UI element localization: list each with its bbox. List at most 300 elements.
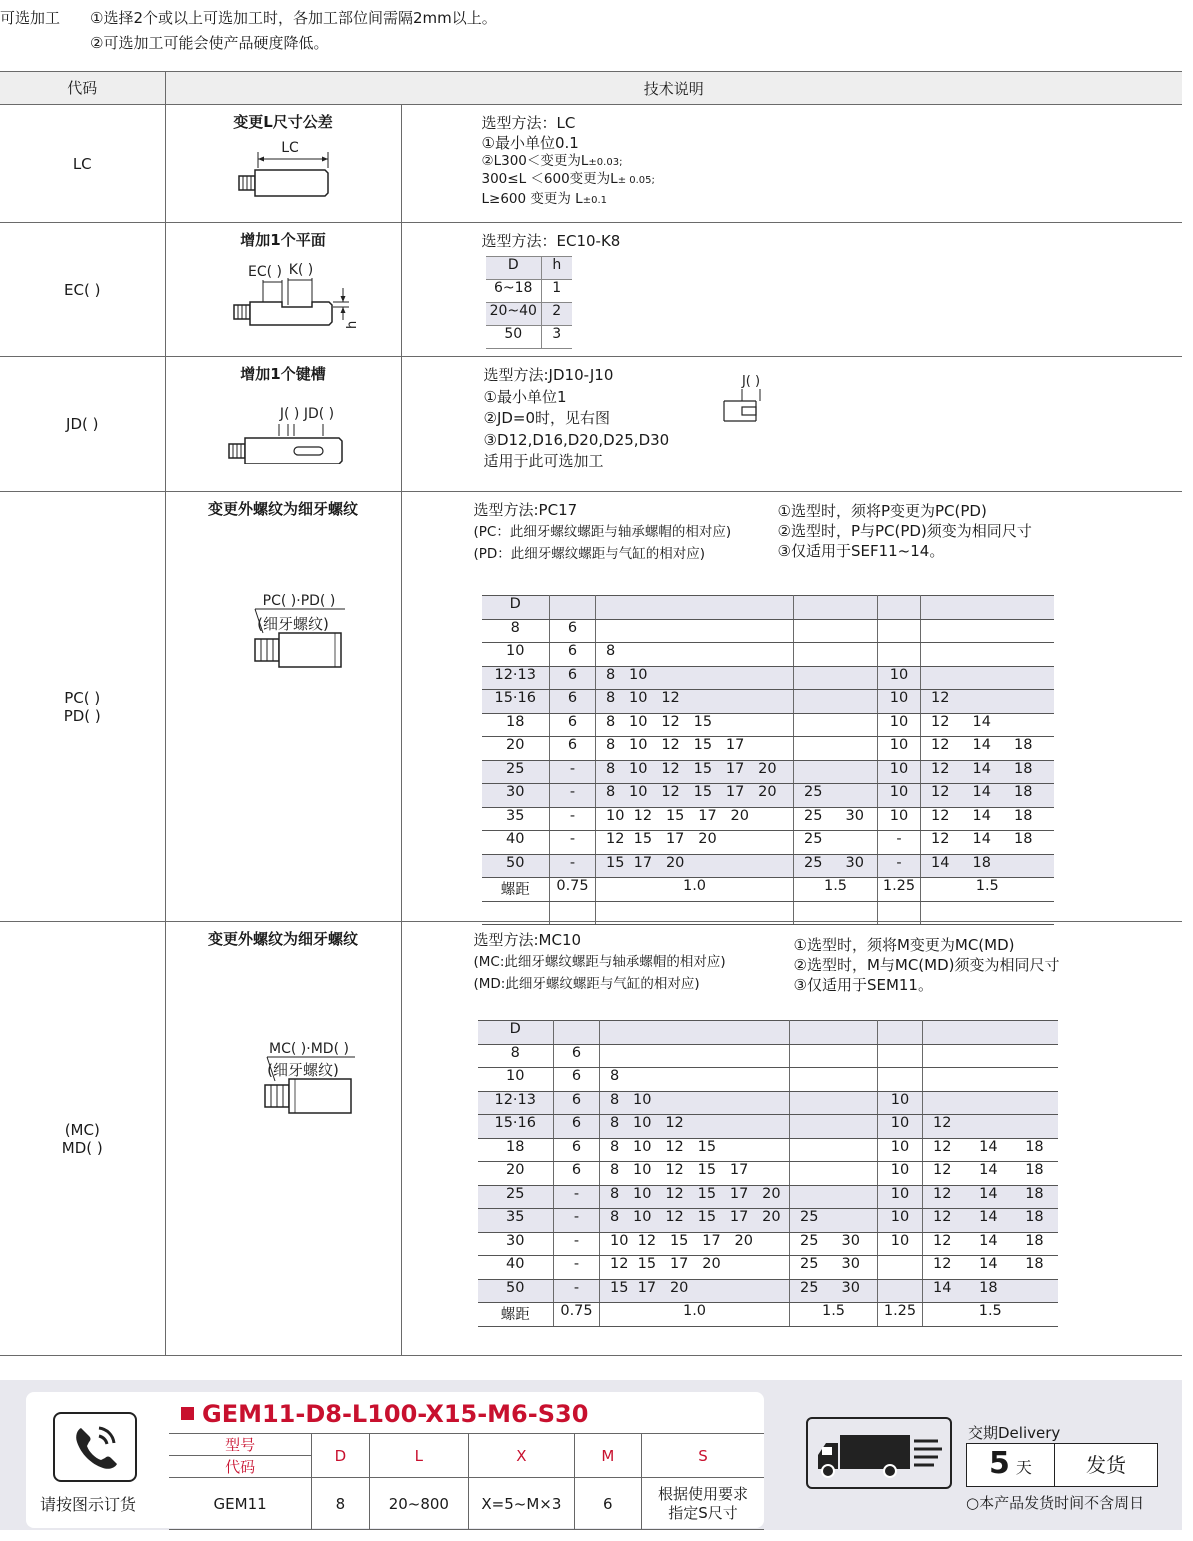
order-v-m: 6: [574, 1478, 641, 1530]
order-table: [169, 1433, 764, 1530]
lc-label: LC: [281, 140, 299, 156]
mc-grid-cell: [554, 1021, 600, 1045]
fig-pc: [165, 492, 401, 922]
ec-dh-h: h: [542, 257, 572, 280]
pc-grid-cell: [794, 643, 878, 667]
mc-grid-cell: 1.5: [923, 1303, 1058, 1327]
pc-grid-row: [482, 643, 1054, 667]
mc-grid-cell: 8: [600, 1068, 790, 1092]
pc-grid-cell: 25: [794, 831, 878, 855]
lc-l4: L≥600 变更为 L: [481, 191, 583, 207]
pc-grid-cell: 1.5: [921, 878, 1054, 902]
mc-grid-cell: 6: [554, 1115, 600, 1139]
mc-grid-cell: [790, 1138, 878, 1162]
lc-l3-tol: ± 0.05;: [617, 175, 655, 186]
pc-grid-cell: 35: [482, 807, 550, 831]
lc-l2-tol: ±0.03;: [588, 157, 623, 168]
tech-lc: [401, 105, 1182, 223]
jd-method: 选型方法:JD10-J10: [483, 366, 614, 384]
pc-grid-cell: 25: [482, 760, 550, 784]
mc-grid-cell: -: [554, 1279, 600, 1303]
mc-grid-cell: [878, 1021, 923, 1045]
pc-r2: ②选型时，P与PC(PD)须变为相同尺寸: [777, 522, 1032, 540]
code-mc2: MD( ): [61, 1138, 103, 1157]
notes: [0, 6, 497, 56]
mc-grid-row: [478, 1044, 1058, 1068]
notes-label: 可选加工: [0, 9, 61, 27]
pc-grid-cell: 8 10 12: [596, 690, 794, 714]
pc-grid-row: [482, 760, 1054, 784]
order-h-l: L: [369, 1434, 468, 1478]
pc-grid-cell: [794, 619, 878, 643]
pc-grid-cell: 12 14 18: [921, 760, 1054, 784]
title-lc: 变更L尺寸公差: [233, 113, 333, 131]
pc-grid-cell: 6: [550, 643, 596, 667]
order-v-s2: 指定S尺寸: [668, 1503, 738, 1522]
pc-grid-cell: [878, 619, 921, 643]
tech-pc: [401, 492, 1182, 922]
mc-grid-cell: 10: [478, 1068, 554, 1092]
order-h-type: 型号: [169, 1434, 312, 1456]
pc-grid-cell: 30: [482, 784, 550, 808]
code-pc1: PC( ): [64, 688, 101, 707]
pin-ec-drawing: [203, 250, 363, 330]
pc-grid-cell: 10: [482, 643, 550, 667]
mc-grid-cell: 15·16: [478, 1115, 554, 1139]
pc-grid-cell: [794, 737, 878, 761]
mc-grid-cell: 8 10: [600, 1091, 790, 1115]
mc-grid-row: [478, 1068, 1058, 1092]
ec-dh-d: 50: [486, 326, 542, 349]
pc-grid-cell: 螺距: [482, 878, 550, 902]
mc-grid-cell: 10: [878, 1162, 923, 1186]
mc-grid-cell: [790, 1091, 878, 1115]
mc-grid-row: [478, 1303, 1058, 1327]
mc-grid-cell: 25: [478, 1185, 554, 1209]
title-jd: 增加1个键槽: [240, 365, 326, 383]
pc-grid-row: [482, 619, 1054, 643]
mc-grid-cell: [790, 1021, 878, 1045]
code-mc: [0, 922, 165, 1356]
model-code: [181, 1400, 588, 1428]
mc-grid-cell: [923, 1021, 1058, 1045]
pc-grid-cell: 10 12 15 17 20: [596, 807, 794, 831]
mc-grid-cell: 12 14 18: [923, 1185, 1058, 1209]
pc-m2: (PD：此细牙螺纹螺距与气缸的相对应): [473, 546, 706, 562]
order-v-x: X=5~M×3: [469, 1478, 575, 1530]
ec-dh-h: 1: [542, 280, 572, 303]
row-mc: [0, 922, 1182, 1356]
mc-grid-cell: 35: [478, 1209, 554, 1233]
header-tech: 技术说明: [165, 72, 1182, 105]
mc-grid-cell: 25 30: [790, 1279, 878, 1303]
mc-grid-row: [478, 1232, 1058, 1256]
pc-grid-row: [482, 854, 1054, 878]
ec-dh-table: [486, 256, 572, 349]
ec-method: 选型方法：EC10-K8: [481, 232, 621, 250]
ec-dh-row: [486, 303, 572, 326]
row-jd: [0, 357, 1182, 492]
code-lc: LC: [0, 105, 165, 223]
pc-grid-cell: -: [550, 807, 596, 831]
mc-grid-cell: 1.0: [600, 1303, 790, 1327]
mc-grid-cell: 8 10 12 15 17: [600, 1162, 790, 1186]
mc-grid-cell: 12·13: [478, 1091, 554, 1115]
pc-r1: ①选型时，须将P变更为PC(PD): [777, 502, 987, 520]
order-v-d: 8: [312, 1478, 369, 1530]
pin-jd-drawing: [203, 384, 363, 464]
pc-grid: [482, 595, 1054, 925]
pc-grid-cell: 25: [794, 784, 878, 808]
mc-grid-row: [478, 1279, 1058, 1303]
pc-grid-cell: [921, 643, 1054, 667]
mc-grid-cell: 25 30: [790, 1256, 878, 1280]
tech-mc: [401, 922, 1182, 1356]
mc-m2: (MD:此细牙螺纹螺距与气缸的相对应): [473, 976, 700, 992]
pc-grid-cell: 6: [550, 737, 596, 761]
pc-grid-row: [482, 596, 1054, 620]
pc-grid-cell: 6: [550, 619, 596, 643]
mc-grid-cell: 6: [554, 1162, 600, 1186]
pc-grid-cell: D: [482, 596, 550, 620]
mc-method: 选型方法:MC10: [473, 931, 582, 949]
pin-lc-drawing: [213, 132, 353, 202]
notes-line1: ①选择2个或以上可选加工时，各加工部位间需隔2mm以上。: [90, 9, 497, 27]
pc-grid-cell: 14 18: [921, 854, 1054, 878]
mc-grid: [478, 1020, 1058, 1327]
mc-grid-row: [478, 1209, 1058, 1233]
pc-label2: (细牙螺纹): [257, 615, 329, 633]
pc-grid-cell: 12: [921, 690, 1054, 714]
order-v-code: GEM11: [169, 1478, 312, 1530]
pc-grid-row: [482, 713, 1054, 737]
pc-grid-cell: -: [550, 831, 596, 855]
mc-grid-cell: 10: [878, 1138, 923, 1162]
pc-grid-cell: 10: [878, 666, 921, 690]
options-table: [0, 71, 1182, 1356]
mc-grid-cell: [878, 1068, 923, 1092]
jd-l3: ③D12,D16,D20,D25,D30: [483, 430, 670, 449]
jd-l1: ①最小单位1: [483, 387, 567, 406]
pc-grid-cell: 10: [878, 713, 921, 737]
mc-grid-cell: 6: [554, 1138, 600, 1162]
mc-grid-cell: 18: [478, 1138, 554, 1162]
row-lc: [0, 105, 1182, 223]
jd-l4: 适用于此可选加工: [483, 452, 604, 470]
ec-dh-row: [486, 280, 572, 303]
order-v-s: [641, 1478, 764, 1530]
code-ec: EC( ): [0, 223, 165, 357]
mc-grid-cell: 14 18: [923, 1279, 1058, 1303]
mc-grid-row: [478, 1115, 1058, 1139]
h-label: h: [345, 320, 360, 329]
mc-grid-cell: 12 14 18: [923, 1209, 1058, 1233]
pc-grid-cell: 8: [482, 619, 550, 643]
mc-grid-cell: [790, 1115, 878, 1139]
pc-grid-cell: 8 10 12 15 17 20: [596, 784, 794, 808]
mc-grid-cell: [790, 1185, 878, 1209]
lc-l1: ①最小单位0.1: [481, 134, 579, 152]
mc-grid-cell: 8 10 12 15 17 20: [600, 1185, 790, 1209]
jd-detail-drawing: [720, 369, 770, 429]
mc-r3: ③仅适用于SEM11。: [793, 976, 933, 994]
pc-grid-cell: -: [550, 854, 596, 878]
pc-m1: (PC：此细牙螺纹螺距与轴承螺帽的相对应): [473, 524, 732, 540]
mc-grid-cell: 10: [878, 1091, 923, 1115]
mc-grid-cell: 25 30: [790, 1232, 878, 1256]
pc-grid-cell: 10: [878, 690, 921, 714]
mc-grid-cell: [600, 1021, 790, 1045]
pc-grid-cell: 12 15 17 20: [596, 831, 794, 855]
pc-grid-cell: [794, 596, 878, 620]
mc-grid-cell: -: [554, 1232, 600, 1256]
mc-grid-cell: 50: [478, 1279, 554, 1303]
mc-grid-cell: 20: [478, 1162, 554, 1186]
code-pc2: PD( ): [63, 706, 101, 725]
ec-label: EC( ): [248, 264, 282, 280]
mc-grid-cell: 15 17 20: [600, 1279, 790, 1303]
mc-grid-cell: -: [554, 1256, 600, 1280]
pin-pc-drawing: [183, 587, 383, 707]
ec-dh-d: D: [486, 257, 542, 280]
code-pc: [0, 492, 165, 922]
mc-grid-cell: 8 10 12: [600, 1115, 790, 1139]
mc-r1: ①选型时，须将M变更为MC(MD): [793, 936, 1015, 954]
ec-dh-row: [486, 257, 572, 280]
delivery-day-unit: 天: [1015, 1458, 1032, 1477]
pc-grid-cell: [878, 596, 921, 620]
mc-grid-cell: [923, 1044, 1058, 1068]
pc-grid-cell: 8 10 12 15 17 20: [596, 760, 794, 784]
fig-mc: [165, 922, 401, 1356]
circle-icon: ○: [966, 1494, 980, 1512]
pc-grid-cell: [921, 596, 1054, 620]
mc-grid-cell: [923, 1068, 1058, 1092]
mc-grid-cell: [923, 1091, 1058, 1115]
tech-jd: [401, 357, 1182, 492]
pc-grid-cell: 1.25: [878, 878, 921, 902]
mc-grid-row: [478, 1091, 1058, 1115]
pc-grid-row: [482, 807, 1054, 831]
pc-grid-cell: -: [878, 854, 921, 878]
delivery-ship: 发货: [1086, 1453, 1126, 1477]
mc-grid-cell: -: [554, 1209, 600, 1233]
mc-grid-cell: [878, 1279, 923, 1303]
pc-grid-cell: 0.75: [550, 878, 596, 902]
pc-grid-row: [482, 737, 1054, 761]
mc-m1: (MC:此细牙螺纹螺距与轴承螺帽的相对应): [473, 954, 726, 970]
pc-grid-cell: 12·13: [482, 666, 550, 690]
order-h-m: M: [574, 1434, 641, 1478]
pc-grid-cell: 6: [550, 713, 596, 737]
j-label: J( ): [741, 374, 760, 389]
pc-grid-cell: 10: [878, 807, 921, 831]
order-card: [26, 1392, 764, 1528]
mc-grid-cell: 12 15 17 20: [600, 1256, 790, 1280]
pc-grid-cell: 8: [596, 643, 794, 667]
mc-grid-cell: 10 12 15 17 20: [600, 1232, 790, 1256]
jd-label: J( ) JD( ): [279, 406, 335, 422]
lc-l2: ②L300＜变更为L: [481, 153, 589, 169]
pc-grid-cell: [794, 760, 878, 784]
mc-grid-cell: 12: [923, 1115, 1058, 1139]
pc-grid-cell: 1.0: [596, 878, 794, 902]
delivery-note: [966, 1492, 1144, 1513]
mc-grid-cell: D: [478, 1021, 554, 1045]
order-h-d: D: [312, 1434, 369, 1478]
jd-l2: ②JD=0时，见右图: [483, 409, 611, 427]
mc-grid-cell: [790, 1068, 878, 1092]
code-jd: JD( ): [0, 357, 165, 492]
ec-dh-row: [486, 326, 572, 349]
pc-grid-cell: 20: [482, 737, 550, 761]
order-h-code: 代码: [169, 1456, 312, 1478]
delivery-days: 5: [989, 1446, 1010, 1481]
mc-grid-cell: 12 14 18: [923, 1138, 1058, 1162]
mc-grid-cell: 8 10 12 15 17 20: [600, 1209, 790, 1233]
fig-ec: [165, 223, 401, 357]
pc-grid-cell: 12 14 18: [921, 784, 1054, 808]
pc-grid-cell: 8 10 12 15 17: [596, 737, 794, 761]
mc-grid-cell: 12 14 18: [923, 1162, 1058, 1186]
tech-ec: [401, 223, 1182, 357]
pc-grid-cell: 25 30: [794, 807, 878, 831]
mc-r2: ②选型时，M与MC(MD)须变为相同尺寸: [793, 956, 1060, 974]
mc-grid-cell: 0.75: [554, 1303, 600, 1327]
pc-grid-row: [482, 784, 1054, 808]
code-mc1: (MC): [64, 1120, 100, 1139]
pc-method: 选型方法:PC17: [473, 501, 578, 519]
mc-grid-cell: [790, 1162, 878, 1186]
pc-grid-cell: 8 10 12 15: [596, 713, 794, 737]
pc-grid-cell: 8 10: [596, 666, 794, 690]
phone-icon: [53, 1412, 137, 1482]
mc-grid-row: [478, 1256, 1058, 1280]
k-label: K( ): [288, 262, 314, 278]
pc-grid-cell: 50: [482, 854, 550, 878]
mc-grid-row: [478, 1138, 1058, 1162]
pc-grid-cell: 1.5: [794, 878, 878, 902]
mc-grid-cell: -: [554, 1185, 600, 1209]
pin-mc-drawing: [183, 1035, 383, 1155]
pc-grid-cell: [596, 596, 794, 620]
pc-grid-cell: 12 14 18: [921, 831, 1054, 855]
pc-grid-cell: 10: [878, 784, 921, 808]
mc-grid-cell: [878, 1044, 923, 1068]
pc-grid-cell: 18: [482, 713, 550, 737]
mc-grid-cell: 10: [878, 1115, 923, 1139]
mc-grid-cell: 6: [554, 1091, 600, 1115]
pc-grid-cell: [550, 596, 596, 620]
pc-grid-cell: 12 14 18: [921, 737, 1054, 761]
lc-l3: 300≤L ＜600变更为L: [481, 171, 618, 187]
pc-grid-cell: [596, 619, 794, 643]
pc-grid-cell: -: [550, 760, 596, 784]
fig-jd: [165, 357, 401, 492]
mc-grid-row: [478, 1162, 1058, 1186]
mc-grid-cell: 12 14 18: [923, 1256, 1058, 1280]
model-text: GEM11-D8-L100-X15-M6-S30: [202, 1400, 589, 1428]
pc-grid-cell: 12 14: [921, 713, 1054, 737]
mc-grid-cell: [790, 1044, 878, 1068]
order-v-l: 20~800: [369, 1478, 468, 1530]
mc-label1: MC( )·MD( ): [269, 1041, 349, 1057]
mc-label2: (细牙螺纹): [267, 1061, 339, 1079]
pc-grid-row: [482, 878, 1054, 902]
delivery-label: 交期Delivery: [968, 1424, 1061, 1442]
mc-grid-cell: 6: [554, 1044, 600, 1068]
mc-grid-cell: 1.25: [878, 1303, 923, 1327]
fig-lc: [165, 105, 401, 223]
ec-dh-h: 2: [542, 303, 572, 326]
row-pc: [0, 492, 1182, 922]
pc-grid-cell: [878, 643, 921, 667]
header-code: 代码: [0, 72, 165, 105]
title-pc: 变更外螺纹为细牙螺纹: [207, 500, 358, 518]
title-ec: 增加1个平面: [240, 231, 326, 249]
mc-grid-cell: 8 10 12 15: [600, 1138, 790, 1162]
delivery-note-text: 本产品发货时间不含周日: [979, 1494, 1145, 1512]
mc-grid-cell: 8: [478, 1044, 554, 1068]
pc-grid-cell: 6: [550, 666, 596, 690]
delivery-box: [966, 1443, 1158, 1487]
notes-line2: ②可选加工可能会使产品硬度降低。: [90, 34, 329, 52]
pc-grid-cell: [921, 666, 1054, 690]
pc-r3: ③仅适用于SEF11~14。: [777, 542, 945, 560]
mc-grid-cell: [878, 1256, 923, 1280]
mc-grid-cell: 6: [554, 1068, 600, 1092]
pc-grid-cell: -: [878, 831, 921, 855]
mc-grid-row: [478, 1021, 1058, 1045]
mc-grid-cell: 1.5: [790, 1303, 878, 1327]
ec-dh-h: 3: [542, 326, 572, 349]
ec-dh-d: 6~18: [486, 280, 542, 303]
mc-grid-cell: 25: [790, 1209, 878, 1233]
pc-grid-cell: 25 30: [794, 854, 878, 878]
pc-grid-cell: 15·16: [482, 690, 550, 714]
truck-icon: [806, 1417, 952, 1489]
mc-grid-cell: 螺距: [478, 1303, 554, 1327]
pc-grid-row: [482, 690, 1054, 714]
order-bar: [0, 1380, 1182, 1530]
mc-grid-cell: 12 14 18: [923, 1232, 1058, 1256]
lc-l4-tol: ±0.1: [582, 195, 608, 206]
row-ec: [0, 223, 1182, 357]
mc-grid-cell: 10: [878, 1209, 923, 1233]
order-h-s: S: [641, 1434, 764, 1478]
mc-grid-row: [478, 1185, 1058, 1209]
lc-method: 选型方法：LC: [481, 114, 576, 132]
pc-grid-cell: [794, 690, 878, 714]
pc-grid-row: [482, 666, 1054, 690]
pc-grid-cell: 15 17 20: [596, 854, 794, 878]
order-v-s1: 根据使用要求: [657, 1484, 748, 1503]
pc-grid-cell: 10: [878, 760, 921, 784]
mc-grid-cell: 10: [878, 1232, 923, 1256]
pc-grid-cell: 12 14 18: [921, 807, 1054, 831]
mc-grid-cell: 10: [878, 1185, 923, 1209]
pc-grid-cell: [794, 713, 878, 737]
phone-label: 请按图示订货: [40, 1495, 137, 1514]
mc-grid-cell: [600, 1044, 790, 1068]
ec-dh-d: 20~40: [486, 303, 542, 326]
mc-grid-cell: 40: [478, 1256, 554, 1280]
pc-grid-cell: [921, 619, 1054, 643]
pc-grid-cell: -: [550, 784, 596, 808]
mc-grid-cell: 30: [478, 1232, 554, 1256]
pc-grid-cell: 40: [482, 831, 550, 855]
title-mc: 变更外螺纹为细牙螺纹: [207, 930, 358, 948]
